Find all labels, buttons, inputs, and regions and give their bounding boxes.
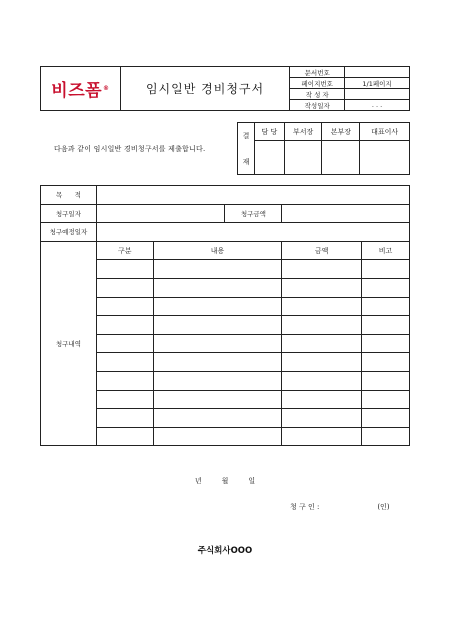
detail-row bbox=[41, 297, 410, 316]
detail-content-cell[interactable] bbox=[153, 334, 282, 353]
seal-mark: (인) bbox=[377, 503, 390, 511]
approval-side-label bbox=[238, 123, 255, 175]
detail-category-cell[interactable] bbox=[96, 390, 153, 409]
approval-role-staff: 담 당 bbox=[255, 123, 285, 141]
detail-amount-cell[interactable] bbox=[282, 409, 362, 428]
approval-sign-division-head[interactable] bbox=[322, 141, 360, 175]
details-label: 청구내역 bbox=[41, 241, 97, 446]
detail-remarks-cell[interactable] bbox=[362, 371, 410, 390]
detail-content-cell[interactable] bbox=[153, 371, 282, 390]
approval-role-dept-head: 부서장 bbox=[284, 123, 322, 141]
detail-category-cell[interactable] bbox=[96, 260, 153, 279]
detail-row bbox=[41, 316, 410, 335]
meta-label-author: 작 성 자 bbox=[290, 89, 345, 100]
claimant-label: 청 구 인 : bbox=[290, 503, 320, 511]
meta-value-written-date[interactable]: . . . bbox=[345, 100, 410, 111]
approval-role-ceo: 대표이사 bbox=[360, 123, 410, 141]
detail-amount-cell[interactable] bbox=[282, 297, 362, 316]
approval-side-bottom: 재 bbox=[242, 157, 250, 166]
detail-content-cell[interactable] bbox=[153, 427, 282, 446]
detail-category-cell[interactable] bbox=[96, 371, 153, 390]
month-label: 월 bbox=[221, 477, 229, 485]
purpose-field[interactable] bbox=[96, 186, 409, 205]
bizforms-logo bbox=[51, 76, 109, 101]
date-line bbox=[0, 476, 450, 486]
planned-date-label: 청구예정일자 bbox=[41, 223, 97, 242]
detail-amount-cell[interactable] bbox=[282, 390, 362, 409]
detail-amount-cell[interactable] bbox=[282, 260, 362, 279]
detail-remarks-cell[interactable] bbox=[362, 297, 410, 316]
approval-role-division-head: 본부장 bbox=[322, 123, 360, 141]
claim-date-label: 청구일자 bbox=[41, 204, 97, 223]
approval-table bbox=[237, 122, 410, 175]
detail-remarks-cell[interactable] bbox=[362, 260, 410, 279]
header-table bbox=[40, 66, 410, 111]
document-title: 임시일반 경비청구서 bbox=[120, 67, 289, 111]
column-header-amount: 금액 bbox=[282, 241, 362, 260]
detail-content-cell[interactable] bbox=[153, 260, 282, 279]
detail-category-cell[interactable] bbox=[96, 427, 153, 446]
meta-value-doc-number[interactable] bbox=[345, 67, 410, 78]
approval-sign-staff[interactable] bbox=[255, 141, 285, 175]
detail-amount-cell[interactable] bbox=[282, 353, 362, 372]
logo-cell bbox=[41, 67, 121, 111]
detail-remarks-cell[interactable] bbox=[362, 409, 410, 428]
detail-content-cell[interactable] bbox=[153, 409, 282, 428]
detail-content-cell[interactable] bbox=[153, 316, 282, 335]
purpose-label: 목 적 bbox=[41, 186, 97, 205]
claim-form-table bbox=[40, 185, 410, 446]
approval-sign-dept-head[interactable] bbox=[284, 141, 322, 175]
detail-remarks-cell[interactable] bbox=[362, 353, 410, 372]
detail-category-cell[interactable] bbox=[96, 278, 153, 297]
detail-remarks-cell[interactable] bbox=[362, 390, 410, 409]
detail-remarks-cell[interactable] bbox=[362, 316, 410, 335]
detail-row bbox=[41, 371, 410, 390]
detail-amount-cell[interactable] bbox=[282, 371, 362, 390]
detail-amount-cell[interactable] bbox=[282, 427, 362, 446]
detail-category-cell[interactable] bbox=[96, 297, 153, 316]
meta-value-page-number[interactable]: 1/1페이지 bbox=[345, 78, 410, 89]
planned-date-field[interactable] bbox=[96, 223, 409, 242]
detail-content-cell[interactable] bbox=[153, 390, 282, 409]
claim-amount-label: 청구금액 bbox=[225, 204, 282, 223]
detail-remarks-cell[interactable] bbox=[362, 334, 410, 353]
detail-category-cell[interactable] bbox=[96, 353, 153, 372]
claimant-line bbox=[290, 502, 390, 512]
detail-row bbox=[41, 390, 410, 409]
detail-category-cell[interactable] bbox=[96, 334, 153, 353]
detail-row bbox=[41, 278, 410, 297]
detail-row bbox=[41, 353, 410, 372]
meta-label-written-date: 작성일자 bbox=[290, 100, 345, 111]
detail-content-cell[interactable] bbox=[153, 297, 282, 316]
column-header-content: 내용 bbox=[153, 241, 282, 260]
meta-label-doc-number: 문서번호 bbox=[290, 67, 345, 78]
detail-category-cell[interactable] bbox=[96, 316, 153, 335]
approval-sign-ceo[interactable] bbox=[360, 141, 410, 175]
meta-label-page-number: 페이지번호 bbox=[290, 78, 345, 89]
detail-amount-cell[interactable] bbox=[282, 334, 362, 353]
detail-amount-cell[interactable] bbox=[282, 278, 362, 297]
claim-date-field[interactable] bbox=[96, 204, 225, 223]
detail-content-cell[interactable] bbox=[153, 278, 282, 297]
column-header-category: 구분 bbox=[96, 241, 153, 260]
detail-row bbox=[41, 334, 410, 353]
detail-remarks-cell[interactable] bbox=[362, 427, 410, 446]
column-header-remarks: 비고 bbox=[362, 241, 410, 260]
registered-mark: ® bbox=[103, 85, 110, 92]
meta-value-author[interactable] bbox=[345, 89, 410, 100]
detail-remarks-cell[interactable] bbox=[362, 278, 410, 297]
company-name: 주식회사OOO bbox=[197, 546, 253, 556]
logo-text: 비즈폼 bbox=[51, 81, 103, 101]
detail-row bbox=[41, 427, 410, 446]
detail-row bbox=[41, 409, 410, 428]
day-label: 일 bbox=[248, 477, 256, 485]
detail-row bbox=[41, 260, 410, 279]
detail-content-cell[interactable] bbox=[153, 353, 282, 372]
detail-amount-cell[interactable] bbox=[282, 316, 362, 335]
detail-category-cell[interactable] bbox=[96, 409, 153, 428]
claim-amount-field[interactable] bbox=[282, 204, 410, 223]
approval-side-top: 결 bbox=[242, 131, 250, 140]
intro-text: 다음과 같이 임시일반 경비청구서를 제출합니다. bbox=[54, 145, 206, 153]
year-label: 년 bbox=[194, 477, 202, 485]
